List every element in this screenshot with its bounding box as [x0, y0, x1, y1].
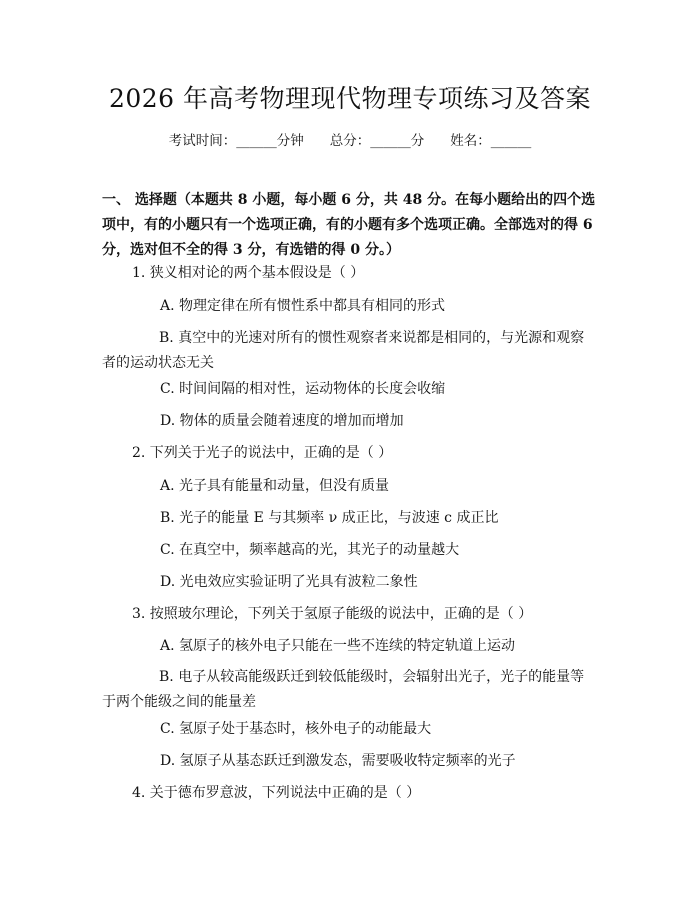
- section-heading: 一、 选择题（本题共 8 小题，每小题 6 分，共 48 分。在每小题给出的四个选项中，有的小题只有一个选项正确，有的小题有多个选项正确。全部选对的得 6 分，选对但不全的得 3 分，有选错的得 0 分。）: [102, 192, 596, 258]
- student-name-field: 姓名：______: [450, 133, 532, 149]
- exam-meta: [0, 131, 700, 151]
- question-2-option-b: B. 光子的能量 E 与其频率 ν 成正比，与波速 c 成正比: [160, 510, 499, 526]
- question-2-option-c: C. 在真空中，频率越高的光，其光子的动量越大: [160, 542, 460, 558]
- page-title: 2026 年高考物理现代物理专项练习及答案: [108, 84, 592, 113]
- question-1-option-b: B. 真空中的光速对所有的惯性观察者来说都是相同的，与光源和观察者的运动状态无关: [102, 330, 585, 371]
- question-3-option-a: A. 氢原子的核外电子只能在一些不连续的特定轨道上运动: [160, 638, 516, 654]
- total-score-field: 总分：______分: [329, 133, 425, 149]
- question-2-option-a: A. 光子具有能量和动量，但没有质量: [160, 478, 390, 494]
- question-2-option-d: D. 光电效应实验证明了光具有波粒二象性: [160, 574, 418, 590]
- question-1-option-d: D. 物体的质量会随着速度的增加而增加: [160, 413, 404, 429]
- question-1-stem: 1. 狭义相对论的两个基本假设是（ ）: [132, 265, 365, 281]
- question-3-option-c: C. 氢原子处于基态时，核外电子的动能最大: [160, 721, 432, 737]
- question-3-option-d: D. 氢原子从基态跃迁到激发态，需要吸收特定频率的光子: [160, 753, 516, 769]
- question-2-stem: 2. 下列关于光子的说法中，正确的是（ ）: [132, 445, 393, 461]
- question-3-option-b: B. 电子从较高能级跃迁到较低能级时，会辐射出光子，光子的能量等于两个能级之间的能量差: [102, 669, 585, 710]
- question-1-option-a: A. 物理定律在所有惯性系中都具有相同的形式: [160, 298, 446, 314]
- question-4-stem: 4. 关于德布罗意波，下列说法中正确的是（ ）: [132, 785, 421, 801]
- question-3-stem: 3. 按照玻尔理论，下列关于氢原子能级的说法中，正确的是（ ）: [132, 606, 533, 622]
- exam-time-field: 考试时间：______分钟: [168, 133, 304, 149]
- question-1-option-c: C. 时间间隔的相对性，运动物体的长度会收缩: [160, 381, 446, 397]
